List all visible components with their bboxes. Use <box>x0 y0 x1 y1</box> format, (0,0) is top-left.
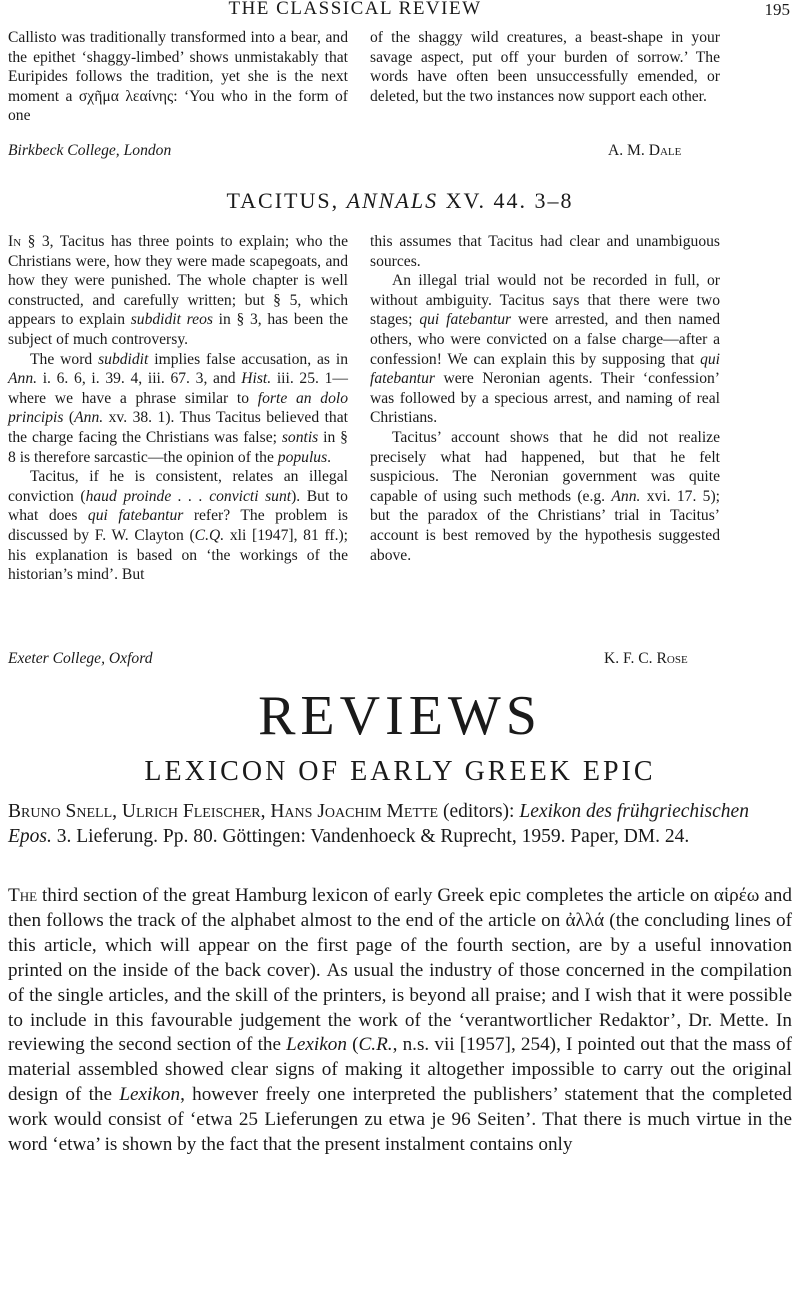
running-title: THE CLASSICAL REVIEW <box>228 0 482 19</box>
article-left-paragraph: The word subdidit implies false accusation, as in Ann. i. 6. 6, i. 39. 4, iii. 67. 3, and Hist. iii. 25. 1—where we have a phrase similar to forte an dolo principis (Ann. xv. 38. 1). Thus Tacitus believed that the charge facing the Christians was false; sontis in § 8 is therefore sarcastic—the opinion of the populus. <box>8 350 349 466</box>
article-right-paragraph: Tacitus’ account shows that he did not realize precisely what had happened, but that he felt suspicious. The Neronian government was quite capable of using such methods (e.g. Ann. xvi. 17. 5); but the paradox of the Christians’ trial in Tacitus’ account is best removed by the hypothesis suggested above. <box>370 428 720 564</box>
article-right-column <box>370 232 720 565</box>
reviews-heading: REVIEWS <box>258 685 542 747</box>
review-title: LEXICON OF EARLY GREEK EPIC <box>144 756 656 787</box>
prev-note-right-column <box>370 28 720 106</box>
article-left-paragraph: In § 3, Tacitus has three points to explain; who the Christians were, how they were made scapegoats, and how they were punished. The whole chapter is well constructed, and carefully written; but § 5, which appears to explain subdidit reos in § 3, has been the subject of much controversy. <box>8 233 348 348</box>
article-right-paragraph: this assumes that Tacitus had clear and unambiguous sources. <box>370 233 720 270</box>
prev-note-affiliation: Birkbeck College, London <box>8 142 172 159</box>
prev-note-left-text: Callisto was traditionally transformed into a bear, and the epithet ‘shaggy-limbed’ shows unmistakably that Euripides follows the tradition, yet she is the next moment a σχῆμα λεαίνης: ‘You who in the form of one <box>8 29 348 125</box>
page-number: 195 <box>764 0 790 19</box>
review-bibliography: Bruno Snell, Ulrich Fleischer, Hans Joachim Mette (editors): Lexikon des frühgriechischen Epos. 3. Lieferung. Pp. 80. Göttingen: Vandenhoeck & Ruprecht, 1959. Paper, DM. 24. <box>8 801 749 847</box>
page-header <box>0 0 800 22</box>
article-left-column <box>8 232 348 585</box>
prev-note-author: A. M. Dale <box>608 142 682 159</box>
review-body <box>8 884 792 1158</box>
prev-note-right-text: of the shaggy wild creatures, a beast-shape in your savage aspect, put off your burden of sorrow.’ The words have often been unsuccessfully emended, or deleted, but the two instances now support each other. <box>370 29 720 105</box>
article-right-paragraph: An illegal trial would not be recorded in full, or without ambiguity. Tacitus says that there were two stages; qui fatebantur were arrested, and then named others, who were convicted on a false charge—after a confession! We can explain this by supposing that qui fatebantur were Neronian agents. Their ‘confession’ was followed by a specious arrest, and naming of real Christians. <box>370 272 720 427</box>
article-title: TACITUS, ANNALS XV. 44. 3–8 <box>226 188 574 213</box>
review-paragraph: The third section of the great Hamburg lexicon of early Greek epic completes the article on αἱρέω and then follows the track of the alphabet almost to the end of the article on ἀλλά (the concluding lines of this article, which will appear on the first page of the fourth section, are by a useful innovation printed on the inside of the back cover). As usual the industry of those concerned in the compilation of the single articles, and the skill of the printers, is beyond all praise; and I wish that it were possible to include in this favourable judgement the work of the ‘verantwortlicher Redaktor’, Dr. Mette. In reviewing the second section of the Lexikon (C.R., n.s. vii [1957], 254), I pointed out that the mass of material assembled showed clear signs of making it altogether impossible to carry out the original design of the Lexikon, however freely one interpreted the publishers’ statement that the completed work would consist of ‘etwa 25 Lieferungen zu etwa je 96 Seiten’. That there is much virtue in the word ‘etwa’ is shown by the fact that the present instalment contains only <box>8 885 793 1156</box>
article-affiliation: Exeter College, Oxford <box>8 650 153 667</box>
article-author: K. F. C. Rose <box>604 650 688 667</box>
prev-note-left-column <box>8 28 348 126</box>
article-left-paragraph: Tacitus, if he is consistent, relates an illegal conviction (haud proinde . . . convicti sunt). But to what does qui fatebantur refer? The problem is discussed by F. W. Clayton (C.Q. xli [1947], 81 ff.); his explanation is based on ‘the workings of the historian’s mind’. But <box>8 468 348 584</box>
